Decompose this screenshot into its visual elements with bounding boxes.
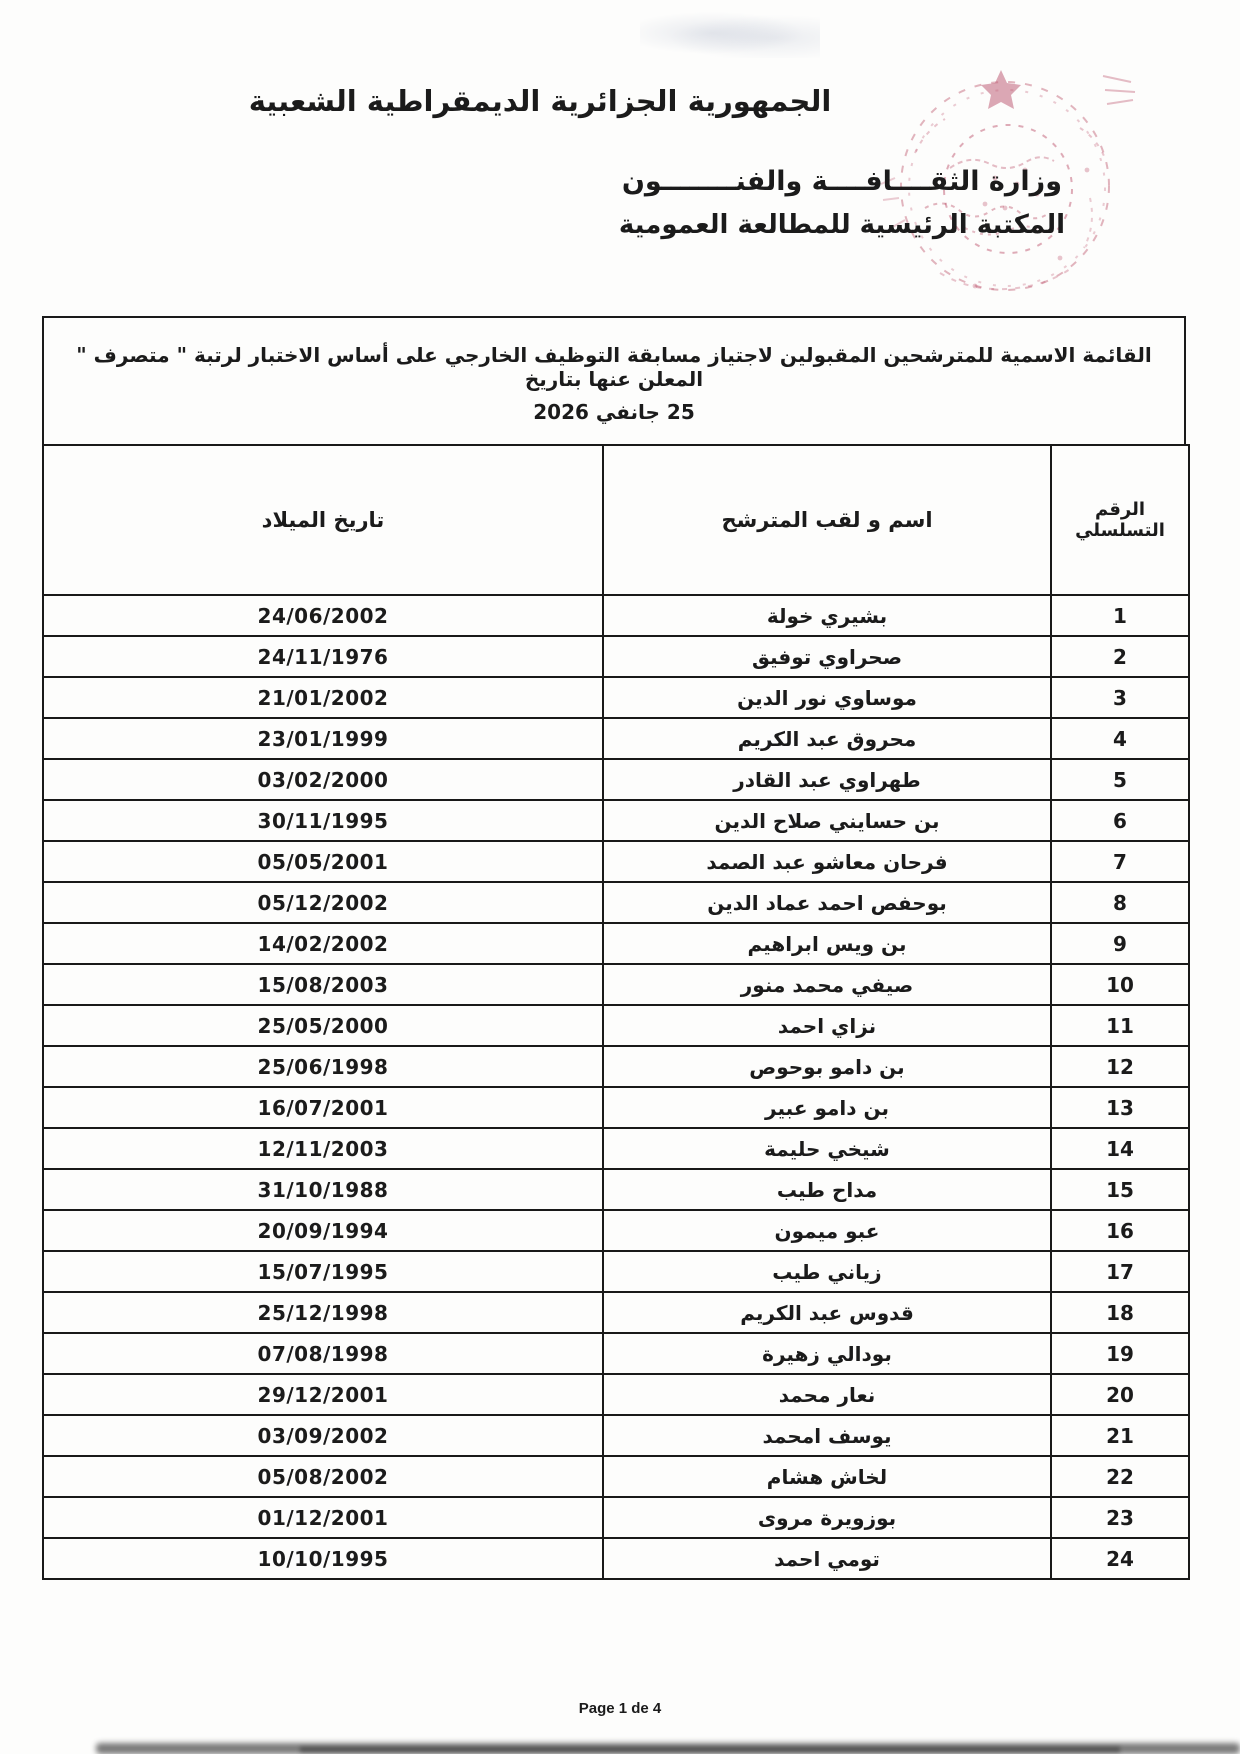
serial-cell: 15 bbox=[1051, 1169, 1189, 1210]
serial-cell: 20 bbox=[1051, 1374, 1189, 1415]
name-cell: قدوس عبد الكريم bbox=[603, 1292, 1051, 1333]
table-row bbox=[43, 1538, 1189, 1579]
serial-cell: 21 bbox=[1051, 1415, 1189, 1456]
serial-cell: 17 bbox=[1051, 1251, 1189, 1292]
serial-cell: 24 bbox=[1051, 1538, 1189, 1579]
serial-cell: 1 bbox=[1051, 595, 1189, 636]
name-cell: شيخي حليمة bbox=[603, 1128, 1051, 1169]
table-row bbox=[43, 923, 1189, 964]
dob-cell: 05/05/2001 bbox=[43, 841, 603, 882]
name-cell: تومي احمد bbox=[603, 1538, 1051, 1579]
name-cell: لخاش هشام bbox=[603, 1456, 1051, 1497]
table-row bbox=[43, 636, 1189, 677]
table-row bbox=[43, 964, 1189, 1005]
dob-cell: 14/02/2002 bbox=[43, 923, 603, 964]
dob-cell: 03/09/2002 bbox=[43, 1415, 603, 1456]
serial-cell: 22 bbox=[1051, 1456, 1189, 1497]
serial-cell: 16 bbox=[1051, 1210, 1189, 1251]
table-row bbox=[43, 841, 1189, 882]
serial-cell: 7 bbox=[1051, 841, 1189, 882]
dob-cell: 03/02/2000 bbox=[43, 759, 603, 800]
serial-cell: 23 bbox=[1051, 1497, 1189, 1538]
table-row bbox=[43, 1456, 1189, 1497]
dob-cell: 29/12/2001 bbox=[43, 1374, 603, 1415]
table-row bbox=[43, 1128, 1189, 1169]
table-row bbox=[43, 882, 1189, 923]
name-cell: بن دامو بوحوص bbox=[603, 1046, 1051, 1087]
name-column-header: اسم و لقب المترشح bbox=[603, 445, 1051, 595]
candidates-tbody bbox=[43, 595, 1189, 1579]
serial-cell: 6 bbox=[1051, 800, 1189, 841]
name-cell: بن ويس ابراهيم bbox=[603, 923, 1051, 964]
table-row bbox=[43, 1251, 1189, 1292]
dob-cell: 15/07/1995 bbox=[43, 1251, 603, 1292]
name-cell: محروق عبد الكريم bbox=[603, 718, 1051, 759]
scan-smudge bbox=[640, 8, 820, 58]
dob-cell: 30/11/1995 bbox=[43, 800, 603, 841]
table-row bbox=[43, 1005, 1189, 1046]
name-cell: بوحفص احمد عماد الدين bbox=[603, 882, 1051, 923]
dob-cell: 24/06/2002 bbox=[43, 595, 603, 636]
dob-cell: 01/12/2001 bbox=[43, 1497, 603, 1538]
serial-cell: 3 bbox=[1051, 677, 1189, 718]
table-row bbox=[43, 1374, 1189, 1415]
dob-cell: 16/07/2001 bbox=[43, 1087, 603, 1128]
name-cell: بن حسايني صلاح الدين bbox=[603, 800, 1051, 841]
table-row bbox=[43, 1087, 1189, 1128]
serial-cell: 10 bbox=[1051, 964, 1189, 1005]
dob-cell: 05/08/2002 bbox=[43, 1456, 603, 1497]
table-row bbox=[43, 595, 1189, 636]
serial-cell: 12 bbox=[1051, 1046, 1189, 1087]
serial-column-header: الرقم التسلسلي bbox=[1051, 445, 1189, 595]
name-cell: بودالي زهيرة bbox=[603, 1333, 1051, 1374]
name-cell: بشيري خولة bbox=[603, 595, 1051, 636]
name-cell: مداح طيب bbox=[603, 1169, 1051, 1210]
table-row bbox=[43, 800, 1189, 841]
scan-edge-shadow-inner bbox=[300, 1747, 1120, 1752]
library-header: المكتبة الرئيسية للمطالعة العمومية bbox=[618, 210, 1065, 240]
republic-header: الجمهورية الجزائرية الديمقراطية الشعبية bbox=[248, 84, 832, 118]
table-row bbox=[43, 1415, 1189, 1456]
table-row bbox=[43, 1210, 1189, 1251]
table-row bbox=[43, 1292, 1189, 1333]
page-number: Page 1 de 4 bbox=[578, 1700, 662, 1717]
serial-cell: 18 bbox=[1051, 1292, 1189, 1333]
table-row bbox=[43, 1333, 1189, 1374]
dob-cell: 24/11/1976 bbox=[43, 636, 603, 677]
name-cell: بوزويرة مروى bbox=[603, 1497, 1051, 1538]
name-cell: زياني طيب bbox=[603, 1251, 1051, 1292]
name-cell: فرحان معاشو عبد الصمد bbox=[603, 841, 1051, 882]
dob-cell: 15/08/2003 bbox=[43, 964, 603, 1005]
serial-cell: 2 bbox=[1051, 636, 1189, 677]
serial-cell: 9 bbox=[1051, 923, 1189, 964]
name-cell: صيفي محمد منور bbox=[603, 964, 1051, 1005]
serial-cell: 19 bbox=[1051, 1333, 1189, 1374]
dob-cell: 25/12/1998 bbox=[43, 1292, 603, 1333]
name-cell: موساوي نور الدين bbox=[603, 677, 1051, 718]
table-row bbox=[43, 718, 1189, 759]
list-title-line2: 25 جانفي 2026 bbox=[533, 399, 695, 424]
dob-cell: 20/09/1994 bbox=[43, 1210, 603, 1251]
serial-cell: 5 bbox=[1051, 759, 1189, 800]
name-cell: عبو ميمون bbox=[603, 1210, 1051, 1251]
table-row bbox=[43, 1169, 1189, 1210]
serial-cell: 14 bbox=[1051, 1128, 1189, 1169]
table-row bbox=[43, 1497, 1189, 1538]
dob-column-header: تاريخ الميلاد bbox=[43, 445, 603, 595]
name-cell: طهراوي عبد القادر bbox=[603, 759, 1051, 800]
dob-cell: 25/05/2000 bbox=[43, 1005, 603, 1046]
dob-cell: 21/01/2002 bbox=[43, 677, 603, 718]
ministry-header: وزارة الثقــــافــــة والفنــــــــون bbox=[621, 166, 1062, 197]
serial-cell: 8 bbox=[1051, 882, 1189, 923]
name-cell: يوسف امحمد bbox=[603, 1415, 1051, 1456]
name-cell: صحراوي توفيق bbox=[603, 636, 1051, 677]
table-row bbox=[43, 1046, 1189, 1087]
name-cell: نزاي احمد bbox=[603, 1005, 1051, 1046]
serial-cell: 13 bbox=[1051, 1087, 1189, 1128]
dob-cell: 05/12/2002 bbox=[43, 882, 603, 923]
serial-cell: 4 bbox=[1051, 718, 1189, 759]
list-title-line1: القائمة الاسمية للمترشحين المقبولين لاجتياز مسابقة التوظيف الخارجي على أساس الاختبار لرتبة " متصرف " المعلن عنها بتاريخ bbox=[76, 342, 1152, 391]
list-title-box bbox=[42, 316, 1186, 446]
serial-cell: 11 bbox=[1051, 1005, 1189, 1046]
header-row bbox=[43, 445, 1189, 595]
dob-cell: 31/10/1988 bbox=[43, 1169, 603, 1210]
dob-cell: 07/08/1998 bbox=[43, 1333, 603, 1374]
candidates-table bbox=[42, 444, 1190, 1580]
dob-cell: 25/06/1998 bbox=[43, 1046, 603, 1087]
table-row bbox=[43, 759, 1189, 800]
dob-cell: 10/10/1995 bbox=[43, 1538, 603, 1579]
name-cell: بن دامو عبير bbox=[603, 1087, 1051, 1128]
dob-cell: 23/01/1999 bbox=[43, 718, 603, 759]
table-row bbox=[43, 677, 1189, 718]
candidates-table-head bbox=[43, 445, 1189, 595]
name-cell: نعار محمد bbox=[603, 1374, 1051, 1415]
dob-cell: 12/11/2003 bbox=[43, 1128, 603, 1169]
